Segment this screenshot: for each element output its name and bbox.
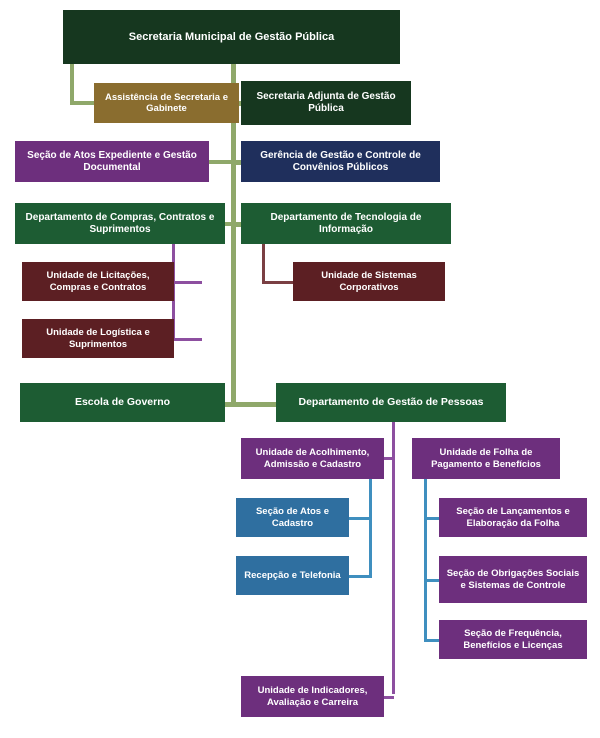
org-node-n20[interactable]: Unidade de Indicadores, Avaliação e Carreira: [241, 676, 384, 717]
org-node-n8[interactable]: Unidade de Licitações, Compras e Contratos: [22, 262, 174, 301]
org-node-n14[interactable]: Unidade de Folha de Pagamento e Benefícios: [412, 438, 560, 479]
connector-line: [347, 575, 372, 578]
org-node-n6[interactable]: Departamento de Compras, Contratos e Suprimentos: [15, 203, 225, 244]
org-node-n11[interactable]: Escola de Governo: [20, 383, 225, 422]
org-node-n12[interactable]: Departamento de Gestão de Pessoas: [276, 383, 506, 422]
org-node-n19[interactable]: Seção de Frequência, Benefícios e Licenças: [439, 620, 587, 659]
connector-line: [369, 479, 372, 577]
connector-line: [347, 517, 372, 520]
org-node-n17[interactable]: Recepção e Telefonia: [236, 556, 349, 595]
org-node-n3[interactable]: Secretaria Adjunta de Gestão Pública: [241, 81, 411, 125]
connector-line: [262, 281, 295, 284]
org-node-n7[interactable]: Departamento de Tecnologia de Informação: [241, 203, 451, 244]
org-node-n2[interactable]: Assistência de Secretaria e Gabinete: [94, 83, 239, 123]
org-node-n18[interactable]: Seção de Obrigações Sociais e Sistemas de Controle: [439, 556, 587, 603]
connector-line: [172, 281, 202, 284]
connector-line: [70, 101, 96, 105]
org-node-n13[interactable]: Unidade de Acolhimento, Admissão e Cadastro: [241, 438, 384, 479]
connector-line: [172, 338, 202, 341]
org-node-n5[interactable]: Gerência de Gestão e Controle de Convênios Públicos: [241, 141, 440, 182]
connector-line: [262, 244, 265, 282]
org-node-n16[interactable]: Seção de Lançamentos e Elaboração da Folha: [439, 498, 587, 537]
connector-line: [231, 402, 278, 407]
connector-line: [392, 422, 395, 694]
org-node-n9[interactable]: Unidade de Sistemas Corporativos: [293, 262, 445, 301]
org-node-n15[interactable]: Seção de Atos e Cadastro: [236, 498, 349, 537]
org-node-n10[interactable]: Unidade de Logística e Suprimentos: [22, 319, 174, 358]
connector-line: [424, 479, 427, 641]
org-node-n4[interactable]: Seção de Atos Expediente e Gestão Documental: [15, 141, 209, 182]
connector-line: [70, 64, 74, 103]
org-node-n1[interactable]: Secretaria Municipal de Gestão Pública: [63, 10, 400, 64]
